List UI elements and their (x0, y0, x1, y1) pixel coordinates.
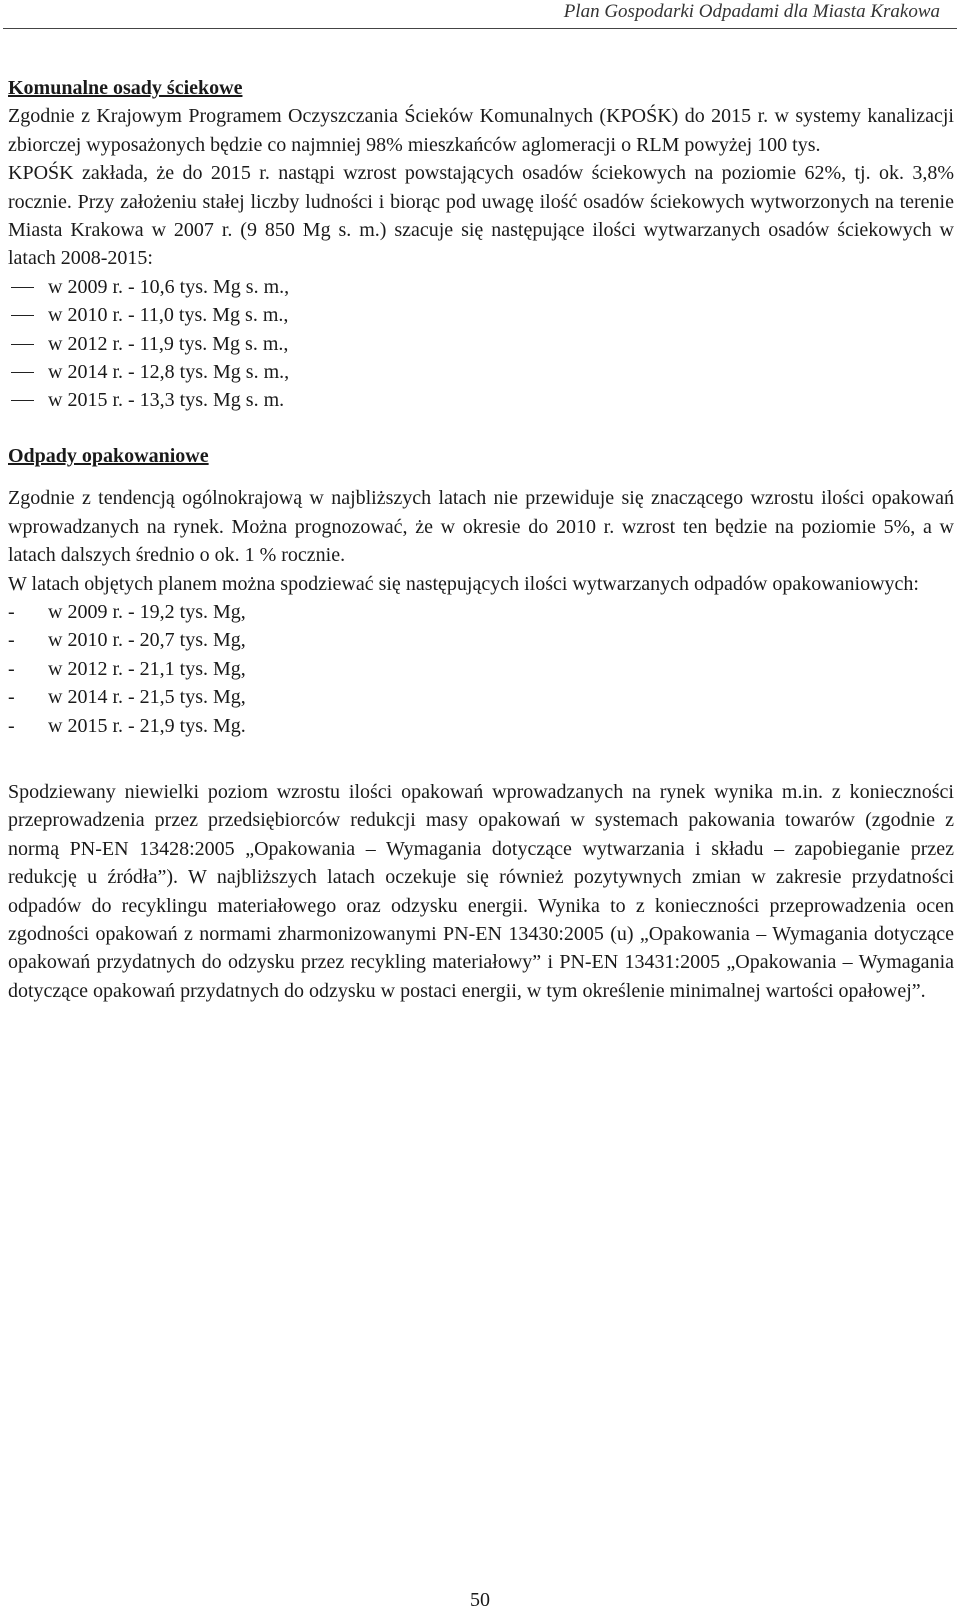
page-header (0, 0, 960, 28)
page-body (8, 74, 954, 1005)
list-item: w 2014 r. - 12,8 tys. Mg s. m., (8, 358, 954, 386)
section-heading-sewage-sludge: Komunalne osady ściekowe (8, 77, 243, 99)
paragraph-packaging-standards: Spodziewany niewielki poziom wzrostu ilości opakowań wprowadzanych na rynek wynika m.in. z konieczności przeprowadzenia przez przedsiębiorców redukcji masy opakowań w systemach pakowania towarów (zgodnie z normą PN-EN 13428:2005 „Opakowania – Wymagania dotyczące wytwarzania i składu – zapobieganie przez redukcję u źródła”). W najbliższych latach oczekuje się również pozytywnych zmian w zakresie przydatności odpadów do recyklingu materiałowego oraz odzysku energii. Wynika to z konieczności przeprowadzenia ocen zgodności opakowań z normami zharmonizowanymi PN-EN 13430:2005 (u) „Opakowania – Wymagania dotyczące opakowań przydatnych do odzysku przez recykling materiałowy” i PN-EN 13431:2005 „Opakowania – Wymagania dotyczące opakowań przydatnych do odzysku w postaci energii, w tym określenie minimalnej wartości opałowej”. (8, 780, 954, 1002)
list-item: - w 2015 r. - 21,9 tys. Mg. (8, 714, 246, 737)
paragraph-packaging-trend: Zgodnie z tendencją ogólnokrajową w najbliższych latach nie przewiduje się znaczącego wzrostu ilości opakowań wprowadzanych na rynek. Można prognozować, że w okresie do 2010 r. wzrost ten będzie na poziomie 5%, a w latach dalszych średnio o ok. 1 % rocznie. (8, 487, 954, 567)
list-item: w 2009 r. - 10,6 tys. Mg s. m., (8, 273, 954, 301)
document-title: Plan Gospodarki Odpadami dla Miasta Krakowa (563, 1, 940, 22)
dash-bullet-icon (11, 400, 34, 401)
section-packaging-waste (8, 442, 954, 1005)
page-number: 50 (470, 1589, 490, 1611)
paragraph-kposk-forecast: KPOŚK zakłada, że do 2015 r. nastąpi wzrost powstających osadów ściekowych na poziomie 62%, tj. ok. 3,8% rocznie. Przy założeniu stałej liczby ludności i biorąc pod uwagę ilość osadów ściekowych wytworzonych na terenie Miasta Krakowa w 2007 r. (9 850 Mg s. m.) szacuje się następujące ilości wytwarzanych osadów ściekowych w latach 2008-2015: (8, 162, 954, 270)
list-item: - w 2012 r. - 21,1 tys. Mg, (8, 657, 246, 680)
list-item: w 2010 r. - 11,0 tys. Mg s. m., (8, 301, 954, 329)
section-heading-packaging-waste: Odpady opakowaniowe (8, 444, 209, 467)
paragraph-kposk-intro: Zgodnie z Krajowym Programem Oczyszczania Ścieków Komunalnych (KPOŚK) do 2015 r. w systemy kanalizacji zbiorczej wyposażonych będzie co najmniej 98% mieszkańców aglomeracji o RLM powyżej 100 tys. (8, 105, 954, 156)
list-item: w 2015 r. - 13,3 tys. Mg s. m. (8, 386, 954, 414)
dash-bullet-icon (11, 344, 34, 345)
list-item: - w 2010 r. - 20,7 tys. Mg, (8, 629, 246, 652)
section-sewage-sludge (8, 74, 954, 415)
sludge-forecast-list (8, 273, 954, 415)
packaging-forecast-list (8, 598, 954, 740)
header-divider (3, 28, 957, 29)
paragraph-packaging-forecast-intro: W latach objętych planem można spodziewać się następujących ilości wytwarzanych odpadów opakowaniowych: (8, 572, 919, 595)
list-item: - w 2009 r. - 19,2 tys. Mg, (8, 600, 246, 623)
spacer (8, 470, 954, 484)
dash-bullet-icon (11, 372, 34, 373)
list-item: - w 2014 r. - 21,5 tys. Mg, (8, 686, 246, 709)
list-item: w 2012 r. - 11,9 tys. Mg s. m., (8, 330, 954, 358)
dash-bullet-icon (11, 315, 34, 316)
spacer (8, 740, 954, 778)
dash-bullet-icon (11, 287, 34, 288)
spacer (8, 415, 954, 442)
